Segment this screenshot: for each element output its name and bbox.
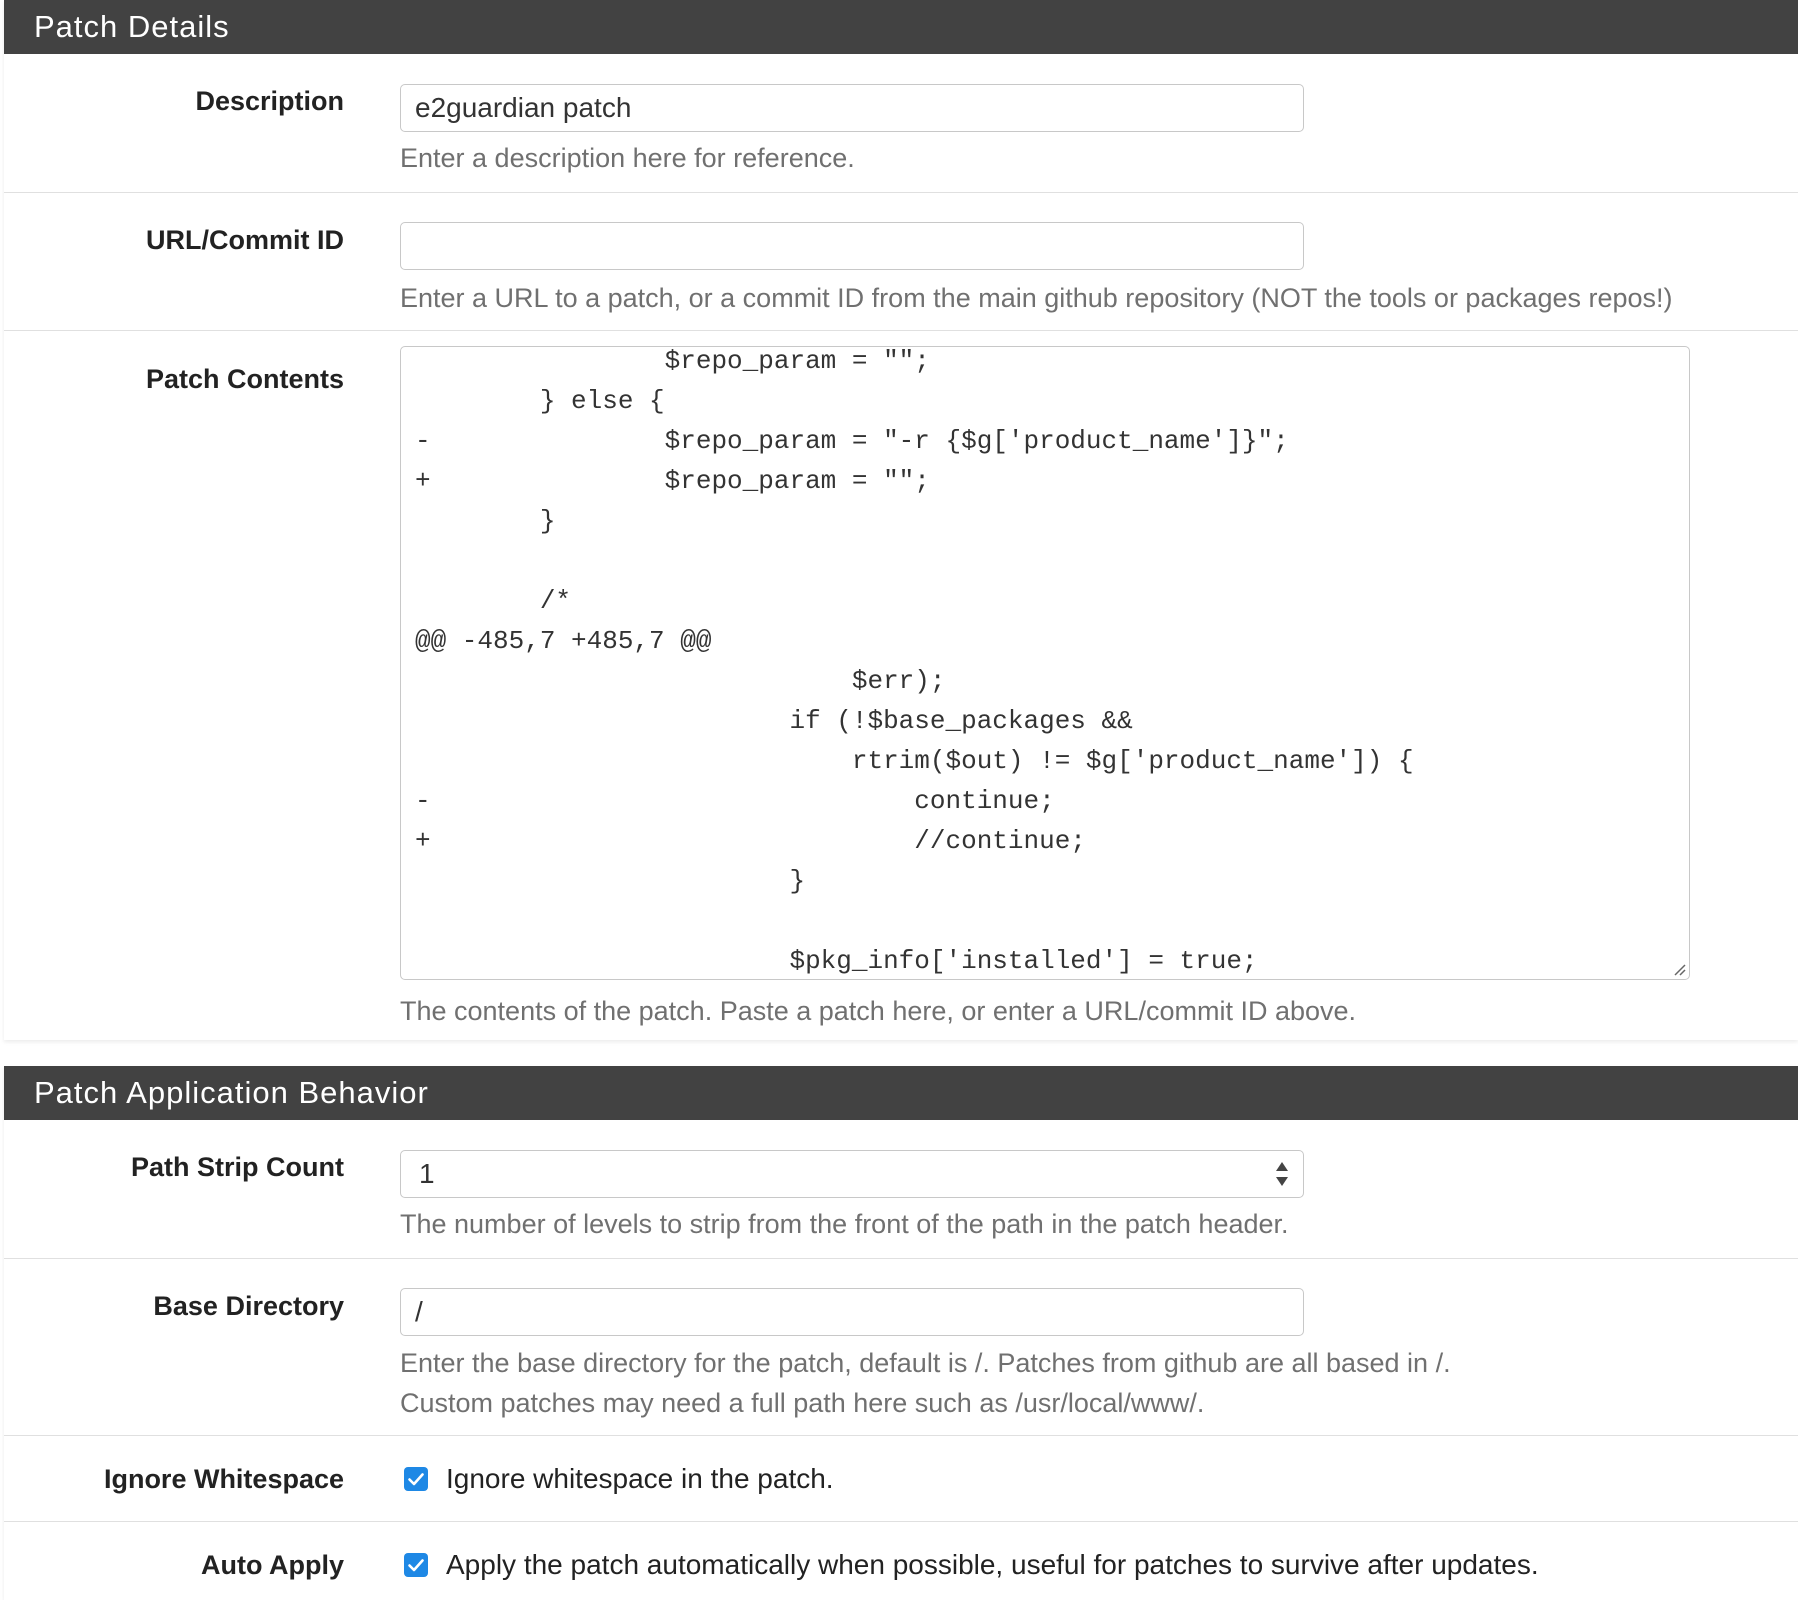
path-strip-label: Path Strip Count	[131, 1152, 344, 1182]
auto-apply-checkbox[interactable]	[404, 1553, 428, 1577]
patch-contents-row	[4, 331, 1798, 1040]
panel-heading-patch-details: Patch Details	[4, 0, 1798, 54]
auto-apply-row	[4, 1522, 1798, 1600]
url-commit-input[interactable]	[400, 222, 1304, 270]
patch-behavior-panel	[4, 1066, 1798, 1600]
url-commit-row	[4, 193, 1798, 331]
description-row	[4, 54, 1798, 193]
checkmark-icon	[404, 1467, 428, 1491]
ignore-whitespace-row	[4, 1436, 1798, 1522]
checkmark-icon	[404, 1553, 428, 1577]
path-strip-row	[4, 1120, 1798, 1259]
ignore-whitespace-text[interactable]: Ignore whitespace in the patch.	[446, 1463, 834, 1494]
path-strip-select[interactable]	[400, 1150, 1304, 1198]
patch-contents-code: $repo_param = ""; } else { - $repo_param = "-r {$g['product_name']}"; + $repo_param = ""; } /* @@ -485,7 +485,7 @@ $err); if (!$base_packages && rtrim($out) != $g['product_name']) { - continue; + //continue; } $pkg_info['installed'] = true;	[415, 346, 1414, 976]
patch-contents-label: Patch Contents	[145, 364, 344, 394]
description-input[interactable]	[400, 84, 1304, 132]
patch-contents-textarea[interactable]	[400, 346, 1690, 980]
path-strip-value: 1	[419, 1158, 435, 1189]
ignore-whitespace-checkbox[interactable]	[404, 1467, 428, 1491]
auto-apply-text[interactable]: Apply the patch automatically when possible, useful for patches to survive after updates.	[446, 1549, 1539, 1580]
description-label: Description	[195, 86, 344, 116]
base-directory-help-line2: Custom patches may need a full path here such as /usr/local/www/.	[400, 1388, 1205, 1418]
patch-details-panel	[4, 0, 1798, 1040]
select-arrows-icon	[1275, 1158, 1289, 1190]
base-directory-row	[4, 1259, 1798, 1436]
resize-grip-icon[interactable]	[1672, 962, 1686, 976]
base-directory-label: Base Directory	[153, 1291, 344, 1321]
base-directory-input[interactable]	[400, 1288, 1304, 1336]
description-help: Enter a description here for reference.	[400, 143, 855, 173]
ignore-whitespace-label: Ignore Whitespace	[103, 1464, 344, 1494]
panel-heading-patch-behavior: Patch Application Behavior	[4, 1066, 1798, 1120]
auto-apply-label: Auto Apply	[201, 1550, 344, 1580]
patch-contents-help: The contents of the patch. Paste a patch here, or enter a URL/commit ID above.	[400, 996, 1357, 1026]
url-commit-label: URL/Commit ID	[146, 225, 344, 255]
url-commit-help: Enter a URL to a patch, or a commit ID from the main github repository (NOT the tools or packages repos!)	[400, 283, 1673, 313]
base-directory-help-line1: Enter the base directory for the patch, default is /. Patches from github are all based in /.	[400, 1348, 1451, 1378]
path-strip-help: The number of levels to strip from the front of the path in the patch header.	[400, 1209, 1289, 1239]
